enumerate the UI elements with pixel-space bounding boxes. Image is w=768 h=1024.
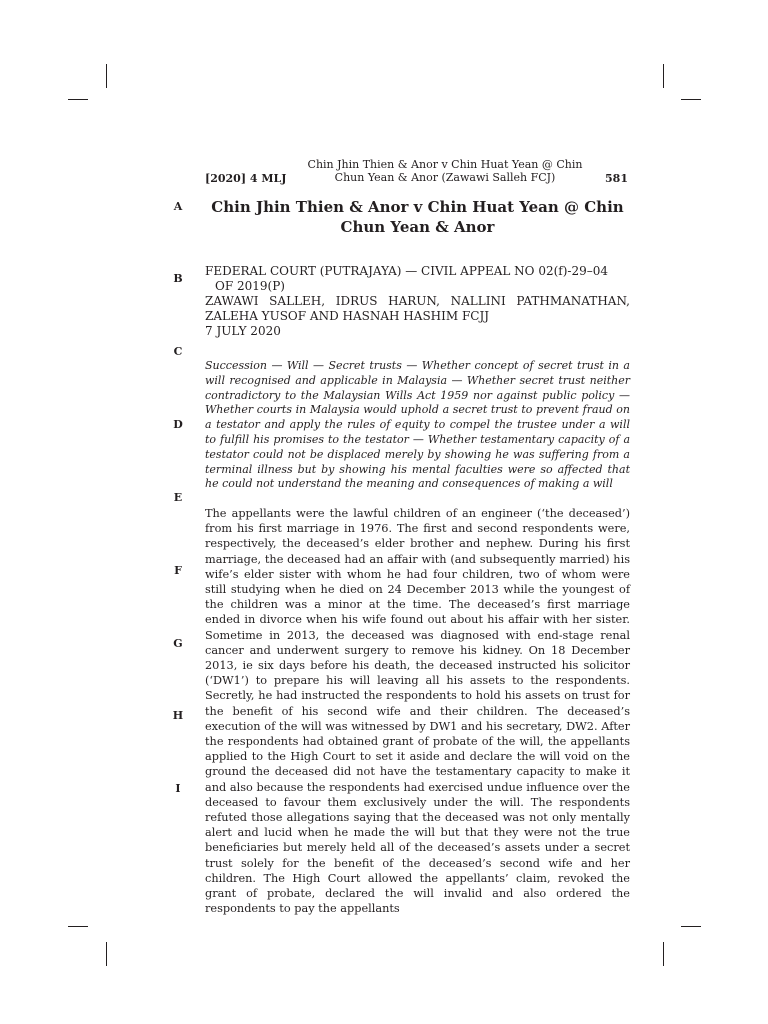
court-line: FEDERAL COURT (PUTRAJAYA) — CIVIL APPEAL NO 02(f)-29–04 <box>205 264 609 278</box>
margin-letter: A <box>173 200 183 213</box>
margin-letter: B <box>173 272 183 285</box>
case-title: Chin Jhin Thien & Anor v Chin Huat Yean @ Chin Chun Yean & Anor <box>211 198 624 236</box>
margin-letter: C <box>173 345 183 358</box>
crop-mark <box>68 99 88 100</box>
crop-mark <box>663 942 664 966</box>
court-details <box>205 264 630 339</box>
margin-letter: G <box>173 637 183 650</box>
margin-letter: D <box>173 418 183 431</box>
crop-mark <box>663 64 664 88</box>
crop-mark <box>681 99 701 100</box>
crop-mark <box>681 926 701 927</box>
crop-mark <box>106 942 107 966</box>
court-line: OF 2019(P) <box>215 279 285 293</box>
headnote-paragraph: The appellants were the lawful children of an engineer (‘the deceased’) from his first marriage in 1976. The first and second respondents were, respectively, the deceased’s elder brother and nephew. During his first marriage, the deceased had an affair with (and subsequently married) his wife’s elder sister with whom he had four children, two of whom were still studying when he died on 24 December 2013 while the youngest of the children was a minor at the time. The deceased’s first marriage ended in divorce when his wife found out about his affair with her sister. Sometime in 2013, the deceased was diagnosed with end-stage renal cancer and underwent surgery to remove his kidney. On 18 December 2013, ie six days before his death, the deceased instructed his solicitor (‘DW1’) to prepare his will leaving all his assets to the respondents. Secretly, he had instructed the respondents to hold his assets on trust for the benefit of his second wife and their children. The deceased’s execution of the will was witnessed by DW1 and his secretary, DW2. After the respondents had obtained grant of probate of the will, the appellants applied to the High Court to set it aside and declare the will void on the ground the deceased did not have the testamentary capacity to make it and also because the respondents had exercised undue influence over the deceased to favour them exclusively under the will. The respondents refuted those allegations saying that the deceased was not only mentally alert and lucid when he made the will but that they were not the true beneficiaries but merely held all of the deceased’s assets under a secret trust solely for the benefit of the deceased’s second wife and her children. The High Court allowed the appellants’ claim, revoked the grant of probate, declared the will invalid and also ordered the respondents to pay the appellants <box>205 507 630 916</box>
margin-letter: I <box>175 782 181 795</box>
page-number: 581 <box>605 172 628 185</box>
margin-letter: F <box>174 564 182 577</box>
margin-letter: H <box>172 709 184 722</box>
margin-letter: E <box>173 491 183 504</box>
judges: ZAWAWI SALLEH, IDRUS HARUN, NALLINI PATHMANATHAN, ZALEHA YUSOF AND HASNAH HASHIM FCJJ <box>205 294 630 323</box>
crop-mark <box>68 926 88 927</box>
citation: [2020] 4 MLJ <box>205 172 287 185</box>
crop-mark <box>106 64 107 88</box>
running-header-title: Chin Jhin Thien & Anor v Chin Huat Yean @ Chin Chun Yean & Anor (Zawawi Salleh FCJ) <box>307 158 583 184</box>
judgment-date: 7 JULY 2020 <box>205 324 281 338</box>
catchwords: Succession — Will — Secret trusts — Whether concept of secret trust in a will recognised and applicable in Malaysia — Whether secret trust neither contradictory to the Malaysian Wills Act 1959 nor against public policy — Whether courts in Malaysia would uphold a secret trust to prevent fraud on a testator and apply the rules of equity to compel the trustee under a will to fulfill his promises to the testator — Whether testamentary capacity of a testator could not be displaced merely by showing he was suffering from a terminal illness but by showing his mental faculties were so affected that he could not understand the meaning and consequences of making a will <box>205 359 630 491</box>
